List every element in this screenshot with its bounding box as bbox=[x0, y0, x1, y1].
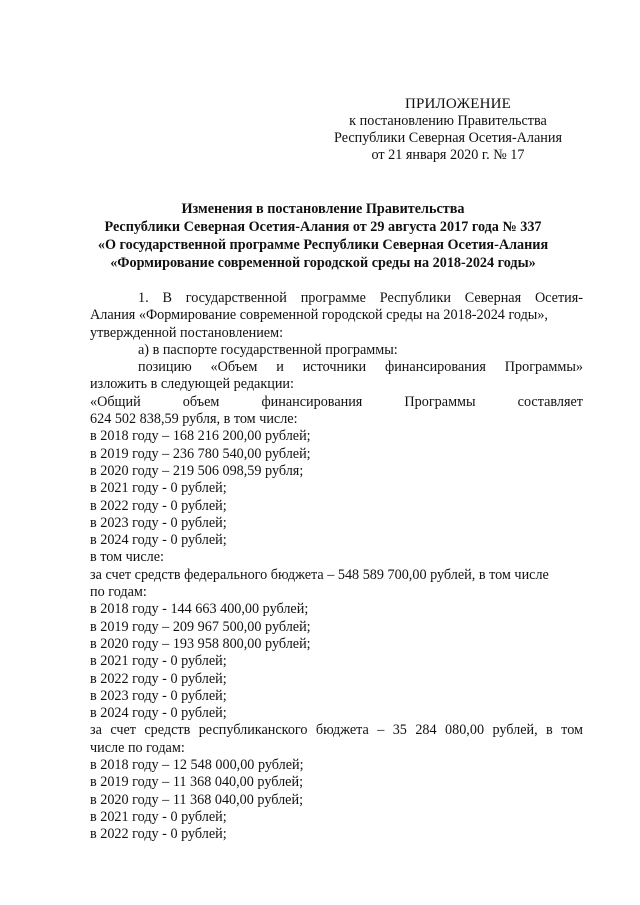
list-item: в 2021 году - 0 рублей; bbox=[90, 480, 227, 497]
item-a: а) в паспорте государственной программы: bbox=[138, 341, 398, 358]
list-item: в 2020 году – 11 368 040,00 рублей; bbox=[90, 791, 304, 808]
appendix-title: ПРИЛОЖЕНИЕ bbox=[404, 96, 512, 112]
list-item: в 2022 году - 0 рублей; bbox=[90, 670, 227, 687]
list-item: в 2024 году - 0 рублей; bbox=[90, 532, 227, 549]
list-item: в 2020 году – 193 958 800,00 рублей; bbox=[90, 635, 311, 652]
appendix-line-3: от 21 января 2020 г. № 17 bbox=[371, 147, 525, 163]
list-item: в 2019 году – 236 780 540,00 рублей; bbox=[90, 445, 311, 462]
total-line-2: 624 502 838,59 рубля, в том числе: bbox=[90, 411, 298, 428]
republic-line-1: за счет средств республиканского бюджета – 35 284 080,00 рублей, в том bbox=[90, 722, 583, 739]
including-line: в том числе: bbox=[90, 549, 164, 566]
para1-line-2: Алания «Формирование современной городской среды на 2018-2024 годы», bbox=[90, 307, 548, 324]
heading-line-4: «Формирование современной городской среды на 2018-2024 годы» bbox=[110, 255, 536, 271]
list-item: в 2018 году - 144 663 400,00 рублей; bbox=[90, 601, 309, 618]
list-item: в 2022 году - 0 рублей; bbox=[90, 497, 227, 514]
list-item: в 2021 году - 0 рублей; bbox=[90, 808, 227, 825]
appendix-line-2: Республики Северная Осетия-Алания bbox=[333, 130, 562, 146]
list-item: в 2021 году - 0 рублей; bbox=[90, 653, 227, 670]
total-line-1: «Общий объем финансирования Программы составляет bbox=[90, 393, 583, 410]
list-item: в 2023 году - 0 рублей; bbox=[90, 687, 227, 704]
list-item: в 2019 году – 11 368 040,00 рублей; bbox=[90, 774, 304, 791]
list-item: в 2023 году - 0 рублей; bbox=[90, 514, 227, 531]
para1-line-1: 1. В государственной программе Республики Северная Осетия- bbox=[138, 290, 583, 306]
document-heading bbox=[62, 200, 584, 272]
para1-line-3: утвержденной постановлением: bbox=[90, 324, 284, 341]
list-item: в 2018 году – 168 216 200,00 рублей; bbox=[90, 428, 311, 445]
appendix-block bbox=[318, 96, 578, 164]
heading-line-2: Республики Северная Осетия-Алания от 29 августа 2017 года № 337 bbox=[104, 219, 542, 235]
republic-line-2: числе по годам: bbox=[90, 739, 185, 756]
list-item: в 2020 году – 219 506 098,59 рубля; bbox=[90, 462, 304, 479]
heading-line-3: «О государственной программе Республики Северная Осетия-Алания bbox=[97, 237, 549, 253]
appendix-line-1: к постановлению Правительства bbox=[349, 113, 547, 129]
federal-line-1: за счет средств федерального бюджета – 548 589 700,00 рублей, в том числе bbox=[90, 566, 549, 583]
position-line-1: позицию «Объем и источники финансирования Программы» bbox=[138, 359, 583, 376]
list-item: в 2019 году – 209 967 500,00 рублей; bbox=[90, 618, 311, 635]
list-item: в 2022 году - 0 рублей; bbox=[90, 826, 227, 843]
heading-line-1: Изменения в постановление Правительства bbox=[181, 201, 465, 217]
federal-line-2: по годам: bbox=[90, 584, 147, 601]
position-line-2: изложить в следующей редакции: bbox=[90, 376, 294, 393]
list-item: в 2018 году – 12 548 000,00 рублей; bbox=[90, 757, 304, 774]
document-body bbox=[90, 290, 583, 844]
list-item: в 2024 году - 0 рублей; bbox=[90, 705, 227, 722]
